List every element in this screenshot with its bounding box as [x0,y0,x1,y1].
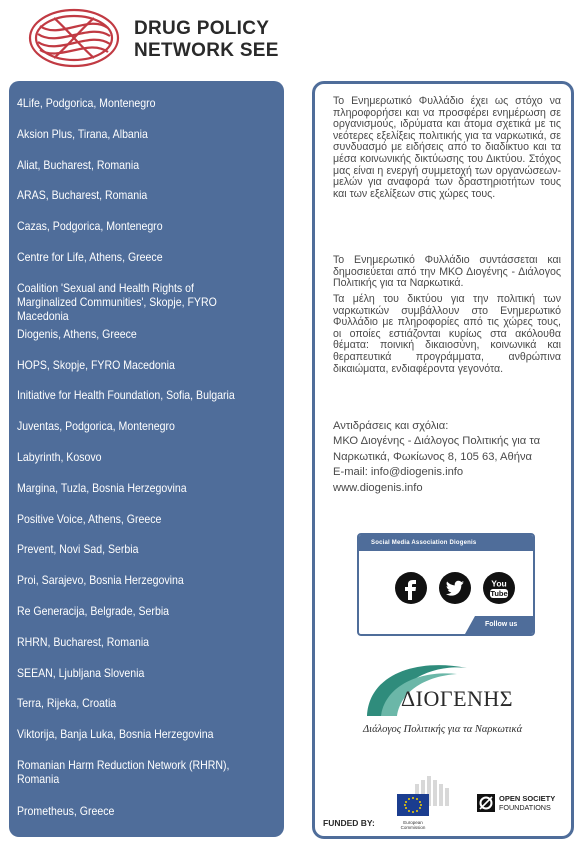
list-item [17,661,276,692]
list-item [17,245,276,276]
list-item [17,183,276,214]
member-name: Labyrinth, Kosovo [17,449,102,464]
facebook-icon[interactable] [394,571,428,605]
intro-paragraph: Το Ενημερωτικό Φυλλάδιο έχει ως στόχο να πληροφορήσει και να προσφέρει ενημέρωση σε οργανισμούς, ιδρύματα και άτομα σχετικά με τις νεότερες εξελίξεις πολιτικής για τα ναρκωτικά, σε συνδυασμό με ειδήσεις από το διαδίκτυο και τα μέσα κοινωνικής δικτύωσης του Δικτύου. Στόχος μας είναι η ενεργή συμμετοχή των οργανώσεων-μελών για αναφορά των δραστηριοτήτων τους και των εξελίξεων στις χώρες τους. [333,95,561,200]
member-name: Cazas, Podgorica, Montenegro [17,219,163,234]
list-item [17,476,276,507]
member-name: Viktorija, Banja Luka, Bosnia Herzegovina [17,727,214,742]
member-name: Romanian Harm Reduction Network (RHRN), Romania [17,757,230,786]
list-item [17,353,276,384]
osf-text [499,794,555,812]
youtube-label-you: You [491,578,507,589]
list-item [17,568,276,599]
member-name: Prometheus, Greece [17,803,115,818]
list-item [17,414,276,445]
contact-email-link[interactable]: E-mail: info@diogenis.info [333,466,464,479]
eu-caption-1: European [403,820,423,825]
osf-mark-icon [477,794,495,812]
social-media-widget [357,533,535,636]
osf-line-1: OPEN SOCIETY [499,794,556,803]
member-name: Prevent, Novi Sad, Serbia [17,542,139,557]
list-item [17,599,276,630]
list-item [17,799,276,830]
youtube-label-tube: Tube [490,589,508,599]
twitter-icon[interactable] [438,571,472,605]
list-item [17,122,276,153]
list-item [17,507,276,538]
contact-address: ΜΚΟ Διογένης - Διάλογος Πολιτικής για τα Ναρκωτικά, Φωκίωνος 8, 105 63, Αθήνα [333,435,541,463]
list-item [17,383,276,414]
funded-by-label: FUNDED BY: [323,818,375,828]
contact-block [333,419,569,496]
diogenis-logo [357,654,557,746]
brand-title [134,18,279,62]
list-item [17,630,276,661]
social-icons [394,571,516,605]
member-list-panel [9,81,284,837]
list-item [17,153,276,184]
header [14,4,304,72]
member-name: HOPS, Skopje, FYRO Macedonia [17,357,175,372]
member-name: Centre for Life, Athens, Greece [17,249,163,264]
member-name: ARAS, Bucharest, Romania [17,188,148,203]
osf-line-2: FOUNDATIONS [499,803,551,812]
list-item [17,537,276,568]
member-name: Positive Voice, Athens, Greece [17,511,162,526]
member-name: Juventas, Podgorica, Montenegro [17,419,175,434]
osf-logo [477,790,569,824]
list-item [17,91,276,122]
member-name: Diogenis, Athens, Greece [17,326,137,341]
member-name: 4Life, Podgorica, Montenegro [17,96,156,110]
list-item [17,276,276,322]
publisher-paragraph: Το Ενημερωτικό Φυλλάδιο συντάσσεται και δημοσιεύεται από την ΜΚΟ Διογένης - Διάλογος Πολιτικής για τα Ναρκωτικά. [333,254,561,290]
member-name: SEEAN, Ljubljana Slovenia [17,665,145,680]
eu-caption-2: Commission [400,825,426,830]
social-bar: Social Media Association Diogenis [359,535,533,551]
list-item [17,214,276,245]
list-item [17,753,276,799]
contributors-paragraph: Τα μέλη του δικτύου για την πολιτική των ναρκωτικών συμβάλλουν στο Ενημερωτικό Φυλλάδιο με πληροφορίες από τις χώρες τους, οι οποίες εστιάζονται κυρίως στα ακόλουθα θέματα: ποινική δικαιοσύνη, κοινωνικά και θεραπευτικά προγράμματα, ανθρώπινα δικαιώματα, ενδιαφέροντα γεγονότα. [333,293,561,375]
contact-website-link[interactable]: www.diogenis.info [333,481,423,494]
member-name: Aksion Plus, Tirana, Albania [17,126,148,141]
european-commission-logo-icon [383,774,469,834]
social-corner [465,616,475,634]
list-item [17,691,276,722]
member-name: Margina, Tuzla, Bosnia Herzegovina [17,480,187,495]
list-item [17,322,276,353]
member-name: Re Generacija, Belgrade, Serbia [17,603,170,618]
member-name: Aliat, Bucharest, Romania [17,157,140,172]
contact-heading: Αντιδράσεις και σχόλια: [333,420,449,432]
youtube-icon[interactable] [482,571,516,605]
member-name: Proi, Sarajevo, Bosnia Herzegovina [17,573,184,588]
member-name: Coalition 'Sexual and Health Rights of Marginalized Communities', Skopje, FYRO Macedonia [17,280,217,323]
info-panel [312,81,574,839]
network-logo-icon [14,4,134,72]
list-item [17,722,276,753]
member-name: Initiative for Health Foundation, Sofia, Bulgaria [17,388,235,403]
diogenis-name: ΔΙΟΓΕΝΗΣ [401,686,514,711]
list-item [17,445,276,476]
brand-line-1: DRUG POLICY [134,18,270,39]
member-name: Terra, Rijeka, Croatia [17,696,117,711]
follow-us-link[interactable]: Follow us [475,616,533,634]
member-name: RHRN, Bucharest, Romania [17,634,150,649]
diogenis-subtitle: Διάλογος Πολιτικής για τα Ναρκωτικά [363,724,523,735]
brand-line-2: NETWORK SEE [134,40,279,61]
